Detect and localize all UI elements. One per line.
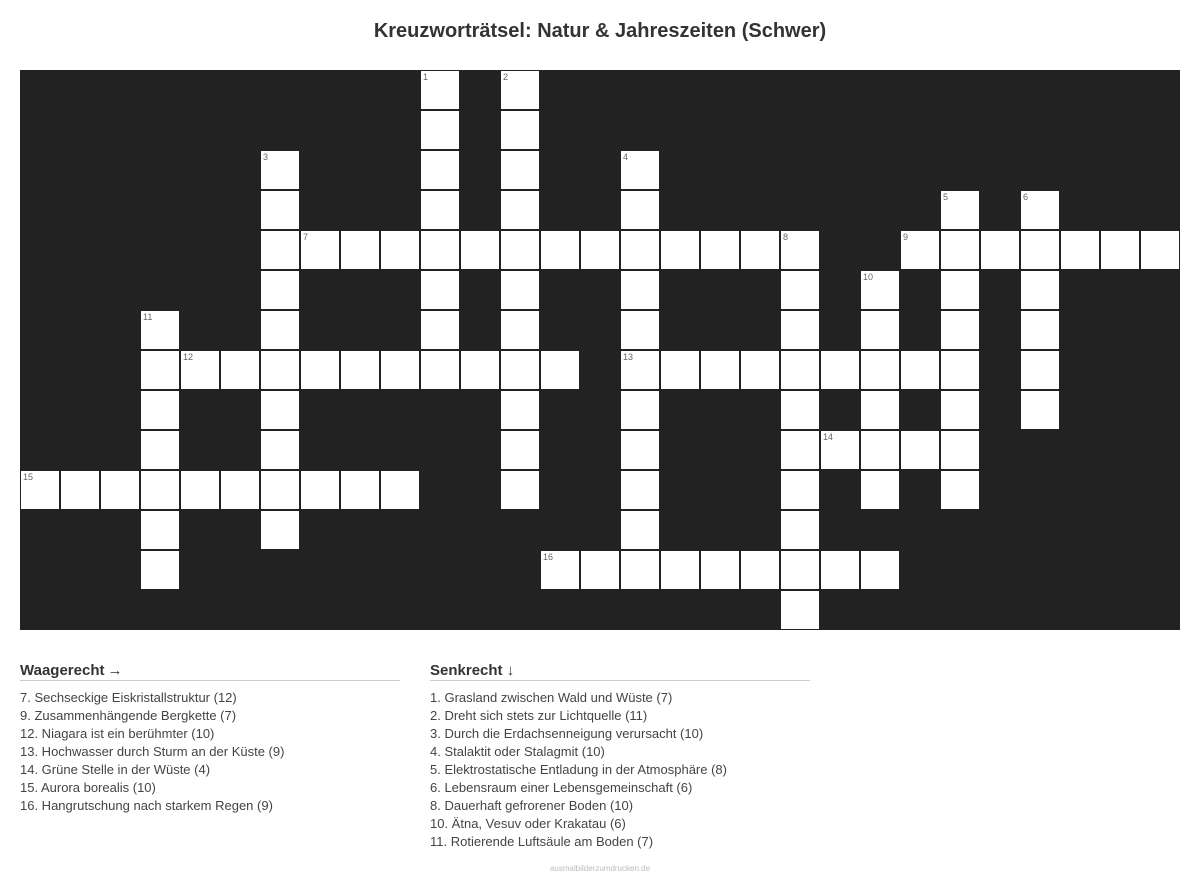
grid-cell[interactable] [500,390,540,430]
grid-cell[interactable] [500,430,540,470]
grid-cell[interactable] [660,550,700,590]
down-clue: 2. Dreht sich stets zur Lichtquelle (11) [430,708,648,723]
grid-cell[interactable] [500,150,540,190]
grid-cell[interactable] [780,430,820,470]
grid-cell[interactable] [700,550,740,590]
page-title: Kreuzworträtsel: Natur & Jahreszeiten (Schwer) [373,20,827,42]
grid-cell[interactable] [940,190,980,230]
grid-cell[interactable] [260,430,300,470]
grid-cell[interactable] [940,310,980,350]
grid-cell[interactable] [900,350,940,390]
grid-cell[interactable] [1020,310,1060,350]
grid-cell[interactable] [500,350,540,390]
across-clue: 7. Sechseckige Eiskristallstruktur (12) [20,690,237,705]
grid-cell[interactable] [420,150,460,190]
clue-number: 2 [503,72,509,82]
clue-number: 11 [143,312,153,322]
clue-number: 1 [423,72,429,82]
grid-cell[interactable] [660,230,700,270]
grid-cell[interactable] [20,470,60,510]
down-clue: 3. Durch die Erdachsenneigung verursacht (10) [430,726,704,741]
grid-cell[interactable] [820,550,860,590]
grid-cell[interactable] [620,470,660,510]
grid-cell[interactable] [940,390,980,430]
grid-cell[interactable] [1020,230,1060,270]
across-heading-label: Waagerecht [20,662,105,679]
clue-number: 12 [183,352,194,362]
grid-cell[interactable] [140,470,180,510]
grid-cell[interactable] [500,70,540,110]
grid-cell[interactable] [740,230,780,270]
across-clue: 13. Hochwasser durch Sturm an der Küste (9) [20,744,285,759]
grid-cell[interactable] [620,190,660,230]
crossword-grid [20,70,1180,630]
across-clue-list [20,689,400,815]
grid-cell[interactable] [140,550,180,590]
grid-cell[interactable] [420,110,460,150]
grid-cell[interactable] [620,350,660,390]
grid-cell[interactable] [1020,270,1060,310]
clue-number: 5 [943,192,949,202]
down-clue: 11. Rotierende Luftsäule am Boden (7) [430,834,654,849]
grid-cell[interactable] [860,430,900,470]
across-clues-section [20,662,400,815]
grid-cell[interactable] [660,350,700,390]
grid-cell[interactable] [940,350,980,390]
down-clue: 5. Elektrostatische Entladung in der Atmosphäre (8) [430,762,727,777]
grid-cell[interactable] [420,230,460,270]
grid-cell[interactable] [500,310,540,350]
across-clue: 15. Aurora borealis (10) [20,780,156,795]
grid-cell[interactable] [620,150,660,190]
grid-cell[interactable] [420,70,460,110]
grid-cell[interactable] [860,390,900,430]
grid-cell[interactable] [420,310,460,350]
grid-cell[interactable] [540,550,580,590]
grid-cell[interactable] [900,230,940,270]
grid-cell[interactable] [500,190,540,230]
clue-number: 14 [823,432,834,442]
grid-cell[interactable] [620,550,660,590]
grid-cell[interactable] [620,430,660,470]
clue-number: 8 [783,232,789,242]
down-clue: 10. Ätna, Vesuv oder Krakatau (6) [430,816,626,831]
grid-cell[interactable] [260,350,300,390]
grid-cell[interactable] [780,550,820,590]
grid-cell[interactable] [460,230,500,270]
grid-cell[interactable] [260,270,300,310]
grid-cell[interactable] [380,350,420,390]
grid-cell[interactable] [260,230,300,270]
grid-cell[interactable] [780,470,820,510]
across-clue: 14. Grüne Stelle in der Wüste (4) [20,762,211,777]
grid-cell[interactable] [540,230,580,270]
clue-number: 13 [623,352,634,362]
grid-cell[interactable] [980,230,1020,270]
across-clue: 16. Hangrutschung nach starkem Regen (9) [20,798,273,813]
grid-cell[interactable] [300,350,340,390]
grid-cell[interactable] [260,310,300,350]
grid-cell[interactable] [1100,230,1140,270]
grid-cell[interactable] [940,270,980,310]
grid-cell[interactable] [1020,190,1060,230]
grid-cell[interactable] [340,350,380,390]
grid-cell[interactable] [460,350,500,390]
grid-cell[interactable] [620,510,660,550]
clue-number: 6 [1023,192,1029,202]
grid-cell[interactable] [860,310,900,350]
footer-watermark: ausmalbilderzumdrucken.de [549,864,651,873]
across-clue: 12. Niagara ist ein berühmter (10) [20,726,215,741]
grid-cell[interactable] [620,270,660,310]
grid-cell[interactable] [500,230,540,270]
grid-cell[interactable] [540,350,580,390]
grid-cell[interactable] [780,510,820,550]
grid-cell[interactable] [340,230,380,270]
grid-cell[interactable] [940,470,980,510]
down-clues-section [430,662,810,851]
grid-cell[interactable] [780,590,820,630]
down-clue: 6. Lebensraum einer Lebensgemeinschaft (6) [430,780,693,795]
grid-cell[interactable] [60,470,100,510]
grid-cell[interactable] [1140,230,1180,270]
grid-cell[interactable] [140,390,180,430]
clue-number: 7 [303,232,309,242]
across-heading [20,662,400,681]
grid-cell[interactable] [260,390,300,430]
grid-cell[interactable] [860,550,900,590]
down-clue-list [430,689,810,851]
grid-cell[interactable] [260,470,300,510]
grid-cell[interactable] [140,430,180,470]
grid-cell[interactable] [220,470,260,510]
grid-cell[interactable] [940,430,980,470]
grid-cell[interactable] [620,390,660,430]
grid-cell[interactable] [300,230,340,270]
grid-cell[interactable] [780,230,820,270]
grid-cell[interactable] [180,470,220,510]
grid-cell[interactable] [900,430,940,470]
grid-cell[interactable] [500,110,540,150]
grid-cell[interactable] [820,350,860,390]
grid-cell[interactable] [1020,390,1060,430]
grid-cell[interactable] [580,550,620,590]
grid-cell[interactable] [780,310,820,350]
down-clue: 8. Dauerhaft gefrorener Boden (10) [430,798,634,813]
grid-cell[interactable] [140,310,180,350]
grid-cell[interactable] [860,270,900,310]
grid-cell[interactable] [380,470,420,510]
grid-cell[interactable] [260,510,300,550]
grid-cell[interactable] [380,230,420,270]
arrow-right-icon: → [107,662,123,679]
grid-cell[interactable] [260,150,300,190]
down-clue: 4. Stalaktit oder Stalagmit (10) [430,744,605,759]
grid-cell[interactable] [940,230,980,270]
grid-cell[interactable] [700,230,740,270]
grid-cell[interactable] [500,470,540,510]
grid-cell[interactable] [1060,230,1100,270]
grid-cell[interactable] [140,510,180,550]
grid-cell[interactable] [700,350,740,390]
grid-cell[interactable] [220,350,260,390]
clue-number: 10 [863,272,874,282]
grid-cell[interactable] [420,350,460,390]
grid-cell[interactable] [620,310,660,350]
grid-cell[interactable] [780,350,820,390]
clue-number: 9 [903,232,909,242]
down-heading: Senkrecht ↓ [430,662,810,681]
grid-cell[interactable] [260,190,300,230]
down-clue: 1. Grasland zwischen Wald und Wüste (7) [430,690,673,705]
grid-cell[interactable] [180,350,220,390]
clue-number: 3 [263,152,269,162]
clue-number: 4 [623,152,629,162]
clue-number: 15 [23,472,34,482]
grid-cell[interactable] [780,390,820,430]
grid-cell[interactable] [740,550,780,590]
grid-cell[interactable] [340,470,380,510]
grid-cell[interactable] [500,270,540,310]
grid-cell[interactable] [860,470,900,510]
grid-cell[interactable] [140,350,180,390]
grid-cell[interactable] [780,270,820,310]
grid-cell[interactable] [620,230,660,270]
grid-cell[interactable] [420,190,460,230]
grid-cell[interactable] [740,350,780,390]
grid-cell[interactable] [1020,350,1060,390]
grid-cell[interactable] [820,430,860,470]
grid-cell[interactable] [300,470,340,510]
grid-cell[interactable] [580,230,620,270]
clue-number: 16 [543,552,554,562]
grid-cell[interactable] [100,470,140,510]
grid-cell[interactable] [860,350,900,390]
across-clue: 9. Zusammenhängende Bergkette (7) [20,708,237,723]
grid-cell[interactable] [420,270,460,310]
